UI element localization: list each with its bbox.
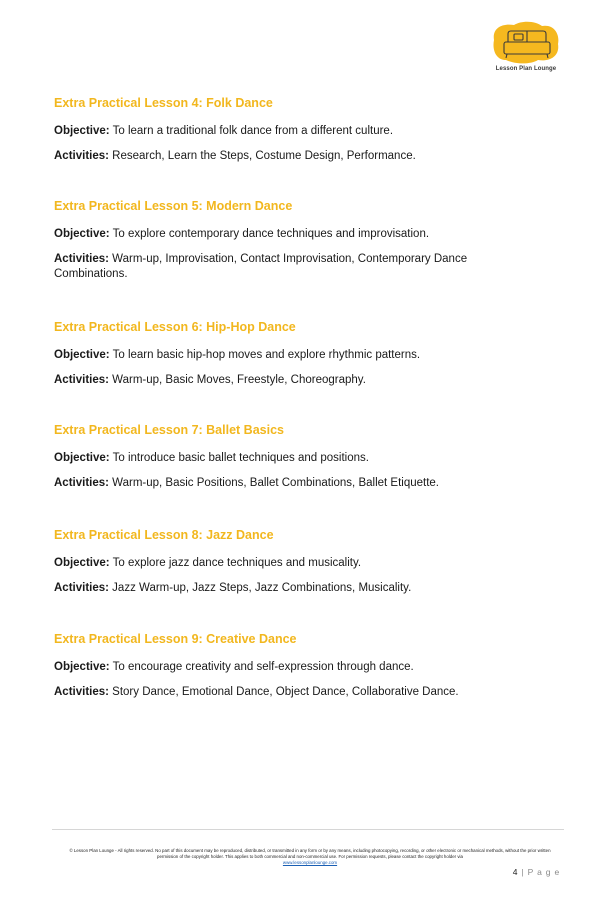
activities-label: Activities: [54,150,109,162]
objective-text: To learn basic hip-hop moves and explore rhythmic patterns. [112,349,421,361]
copyright-text: © Lesson Plan Lounge - All rights reserved. No part of this document may be reproduced, distributed, or transmitted in any form or by any means, including photocopying, recording, or other electronic or mechanical methods, without the prior written permission of the copyright holder. This applies to both commercial and non-commercial use. For permission requests, please contact the copyright holder via [69,848,551,859]
activities-row [54,685,534,700]
lesson-section [54,423,534,501]
activities-text: Story Dance, Emotional Dance, Object Dance, Collaborative Dance. [112,686,459,698]
lesson-section [54,632,534,710]
activities-label: Activities: [54,477,109,489]
activities-row [54,476,534,491]
objective-text: To explore contemporary dance techniques and improvisation. [112,228,430,240]
objective-row [54,227,534,242]
lesson-title: Extra Practical Lesson 8: Jazz Dance [54,528,274,542]
lesson-title: Extra Practical Lesson 5: Modern Dance [54,199,293,213]
activities-row [54,373,534,388]
activities-row [54,252,534,282]
sofa-logo-icon [490,20,562,66]
objective-row [54,660,534,675]
lesson-title: Extra Practical Lesson 4: Folk Dance [54,96,273,110]
objective-row [54,451,534,466]
objective-label: Objective: [54,125,110,137]
activities-text: Warm-up, Basic Moves, Freestyle, Choreography. [112,374,366,386]
lesson-title: Extra Practical Lesson 7: Ballet Basics [54,423,284,437]
objective-label: Objective: [54,228,110,240]
objective-row [54,556,534,571]
page-number-value: 4 [512,867,519,877]
objective-label: Objective: [54,452,110,464]
objective-text: To encourage creativity and self-expression through dance. [112,661,414,673]
lesson-section [54,528,534,606]
lesson-section [54,199,534,292]
objective-row [54,348,534,363]
objective-label: Objective: [54,349,110,361]
activities-label: Activities: [54,253,109,265]
page-separator: | [521,867,525,877]
objective-text: To explore jazz dance techniques and musicality. [112,557,362,569]
objective-label: Objective: [54,557,110,569]
activities-label: Activities: [54,686,109,698]
brand-logo [490,20,562,78]
objective-text: To learn a traditional folk dance from a different culture. [112,125,394,137]
website-link[interactable]: www.lessonplanlounge.com [282,860,338,865]
objective-row [54,124,534,139]
activities-label: Activities: [54,582,109,594]
lesson-title: Extra Practical Lesson 9: Creative Dance [54,632,297,646]
lesson-section [54,320,534,398]
activities-row [54,581,534,596]
activities-text: Research, Learn the Steps, Costume Design, Performance. [112,150,416,162]
logo-text: Lesson Plan Lounge [495,66,557,72]
lesson-section [54,96,534,174]
activities-text: Warm-up, Basic Positions, Ballet Combinations, Ballet Etiquette. [112,477,440,489]
page-word: P a g e [527,867,560,877]
activities-text: Jazz Warm-up, Jazz Steps, Jazz Combinations, Musicality. [112,582,412,594]
footer-copyright [60,848,560,866]
activities-label: Activities: [54,374,109,386]
page-number [513,867,560,877]
activities-row [54,149,534,164]
activities-text: Warm-up, Improvisation, Contact Improvisation, Contemporary Dance Combinations. [54,253,468,280]
objective-label: Objective: [54,661,110,673]
footer-divider [52,829,564,830]
objective-text: To introduce basic ballet techniques and positions. [112,452,369,464]
lesson-title: Extra Practical Lesson 6: Hip-Hop Dance [54,320,296,334]
